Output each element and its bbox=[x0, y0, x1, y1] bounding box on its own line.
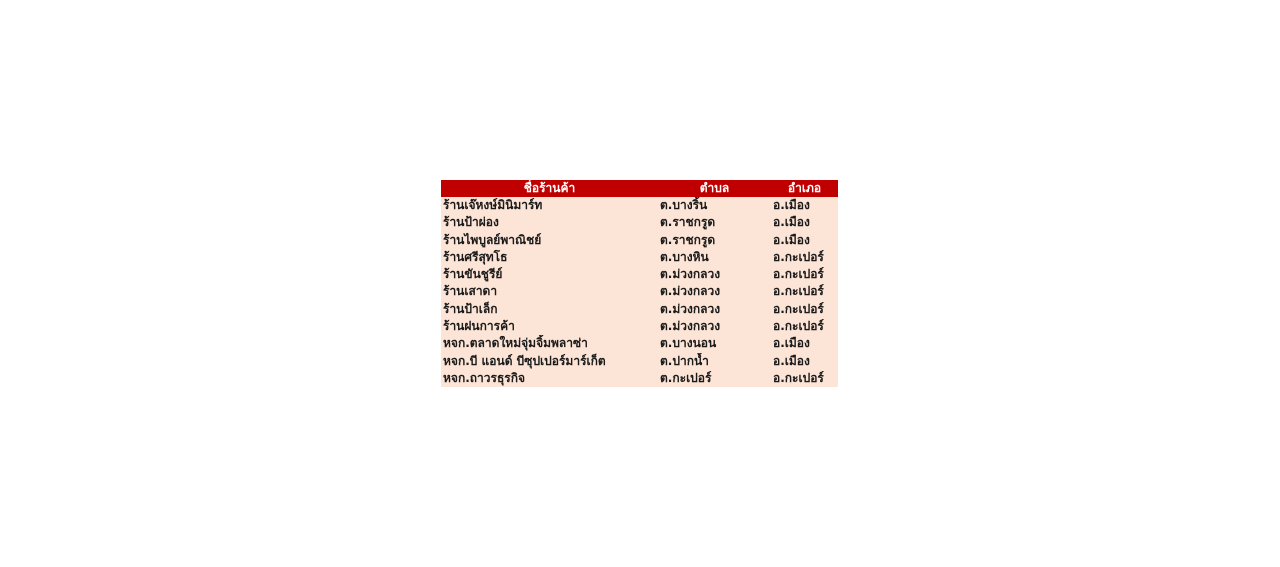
subdistrict-cell: ต.ราชกรูด bbox=[660, 232, 716, 247]
store-name-cell: ร้านป้าเล็ก bbox=[443, 301, 498, 316]
district-cell: อ.เมือง bbox=[773, 353, 810, 368]
store-table-container bbox=[441, 180, 838, 387]
store-name-cell: หจก.บี แอนด์ บีซุปเปอร์มาร์เก็ต bbox=[443, 353, 606, 368]
store-table bbox=[441, 180, 838, 387]
table-row bbox=[441, 283, 838, 300]
store-name-cell: ร้านขันชูรีย์ bbox=[443, 267, 503, 282]
table-row bbox=[441, 197, 838, 214]
store-name-cell: หจก.ถาวรธุรกิจ bbox=[443, 370, 526, 385]
header-store-name: ชื่อร้านค้า bbox=[441, 180, 658, 197]
district-cell: อ.เมือง bbox=[773, 336, 810, 351]
table-row bbox=[441, 301, 838, 318]
store-name-cell: ร้านเจ๊หงษ์มินิมาร์ท bbox=[443, 198, 543, 212]
subdistrict-cell: ต.ปากน้ำ bbox=[660, 353, 709, 368]
table-row bbox=[441, 318, 838, 335]
store-name-cell: ร้านไพบูลย์พาณิชย์ bbox=[443, 232, 542, 247]
district-cell: อ.เมือง bbox=[773, 198, 810, 212]
district-cell: อ.กะเปอร์ bbox=[773, 284, 824, 299]
store-name-cell: หจก.ตลาดใหม่จุ่มจิ้มพลาซ่า bbox=[443, 336, 588, 351]
table-row bbox=[441, 266, 838, 283]
district-cell: อ.กะเปอร์ bbox=[773, 267, 824, 282]
store-name-cell: ร้านฝนการค้า bbox=[443, 319, 515, 334]
district-cell: อ.กะเปอร์ bbox=[773, 370, 824, 385]
table-row bbox=[441, 214, 838, 231]
table-body bbox=[441, 197, 838, 387]
subdistrict-cell: ต.ม่วงกลวง bbox=[660, 267, 721, 282]
header-subdistrict: ตำบล bbox=[658, 180, 771, 197]
subdistrict-cell: ต.ราชกรูด bbox=[660, 215, 716, 230]
district-cell: อ.เมือง bbox=[773, 232, 810, 247]
subdistrict-cell: ต.ม่วงกลวง bbox=[660, 319, 721, 334]
subdistrict-cell: ต.บางริ้น bbox=[660, 198, 708, 212]
table-header bbox=[441, 180, 838, 197]
district-cell: อ.กะเปอร์ bbox=[773, 319, 824, 334]
district-cell: อ.กะเปอร์ bbox=[773, 249, 824, 264]
header-district: อำเภอ bbox=[771, 180, 838, 197]
subdistrict-cell: ต.บางหิน bbox=[660, 249, 709, 264]
table-row bbox=[441, 353, 838, 370]
subdistrict-cell: ต.กะเปอร์ bbox=[660, 370, 712, 385]
store-name-cell: ร้านป้าผ่อง bbox=[443, 215, 499, 230]
subdistrict-cell: ต.ม่วงกลวง bbox=[660, 301, 721, 316]
table-row bbox=[441, 249, 838, 266]
header-row bbox=[441, 180, 838, 197]
subdistrict-cell: ต.ม่วงกลวง bbox=[660, 284, 721, 299]
store-name-cell: ร้านเสาดา bbox=[443, 284, 498, 299]
table-row bbox=[441, 335, 838, 352]
district-cell: อ.กะเปอร์ bbox=[773, 301, 824, 316]
table-row bbox=[441, 370, 838, 387]
store-name-cell: ร้านศรีสุทโธ bbox=[443, 249, 508, 264]
table-row bbox=[441, 232, 838, 249]
subdistrict-cell: ต.บางนอน bbox=[660, 336, 717, 351]
district-cell: อ.เมือง bbox=[773, 215, 810, 230]
